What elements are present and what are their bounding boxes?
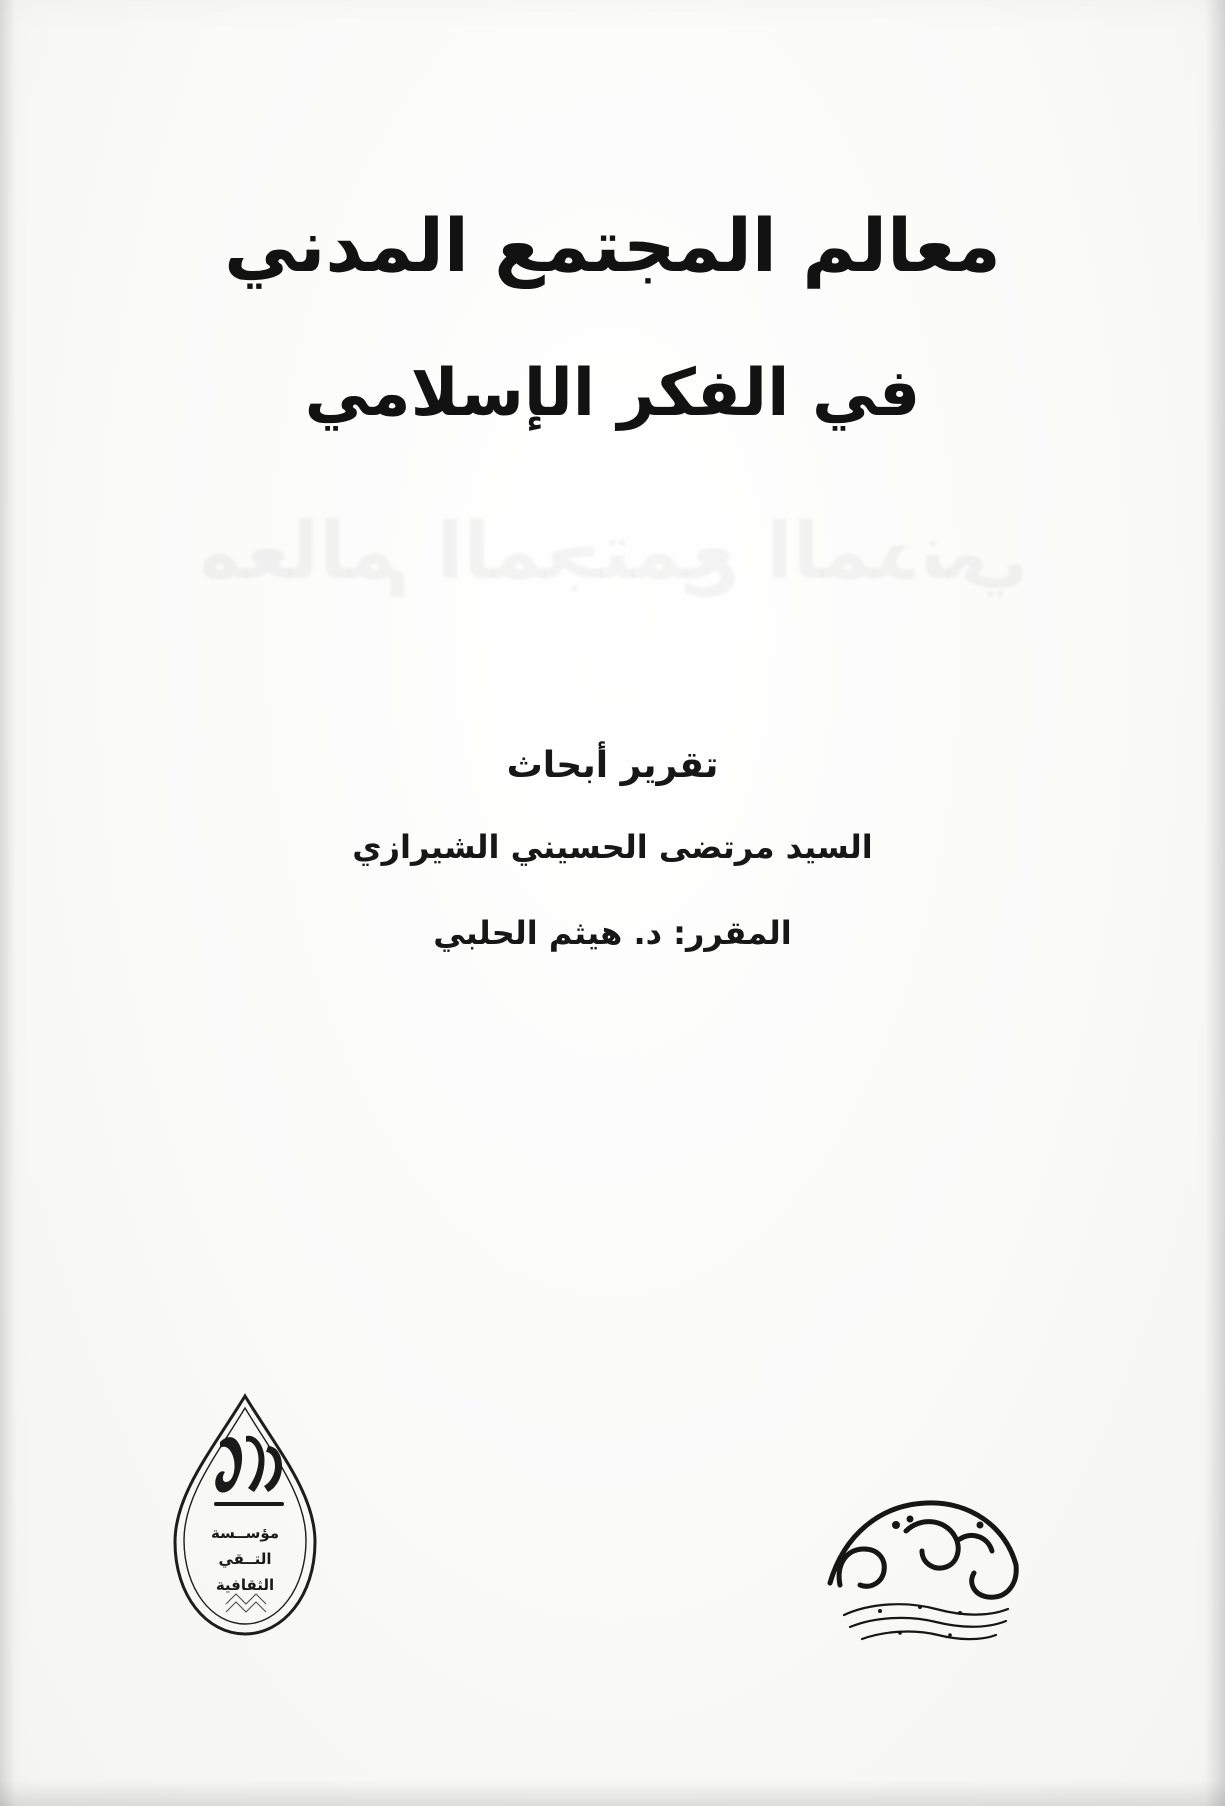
logo-left-name [339, 1650, 340, 1651]
editor-name: المقرر: د. هيثم الحلبي [433, 914, 792, 952]
book-title-line-2: في الفكر الإسلامي [304, 355, 921, 431]
book-title-line-1: معالم المجتمع المدني [224, 204, 1001, 289]
publisher-logo-right [810, 1465, 1040, 1665]
author-name: السيد مرتضى الحسيني الشيرازي [352, 828, 873, 866]
show-through-watermark [0, 500, 1225, 605]
cover-credits-block [0, 745, 1225, 952]
page-edge-shadow-bottom [0, 1780, 1225, 1806]
logo-left-line-1: مؤســسة [210, 1524, 280, 1542]
logo-left-line-3: الثقافية [215, 1576, 275, 1594]
publisher-logo-left [150, 1390, 340, 1650]
logo-right-subtitle [1039, 1665, 1040, 1666]
cover-title-block [0, 205, 1225, 432]
report-label: تقرير أبحاث [506, 745, 719, 786]
logo-right-title [1039, 1665, 1040, 1666]
logo-left-line-2: التــقي [218, 1550, 272, 1568]
